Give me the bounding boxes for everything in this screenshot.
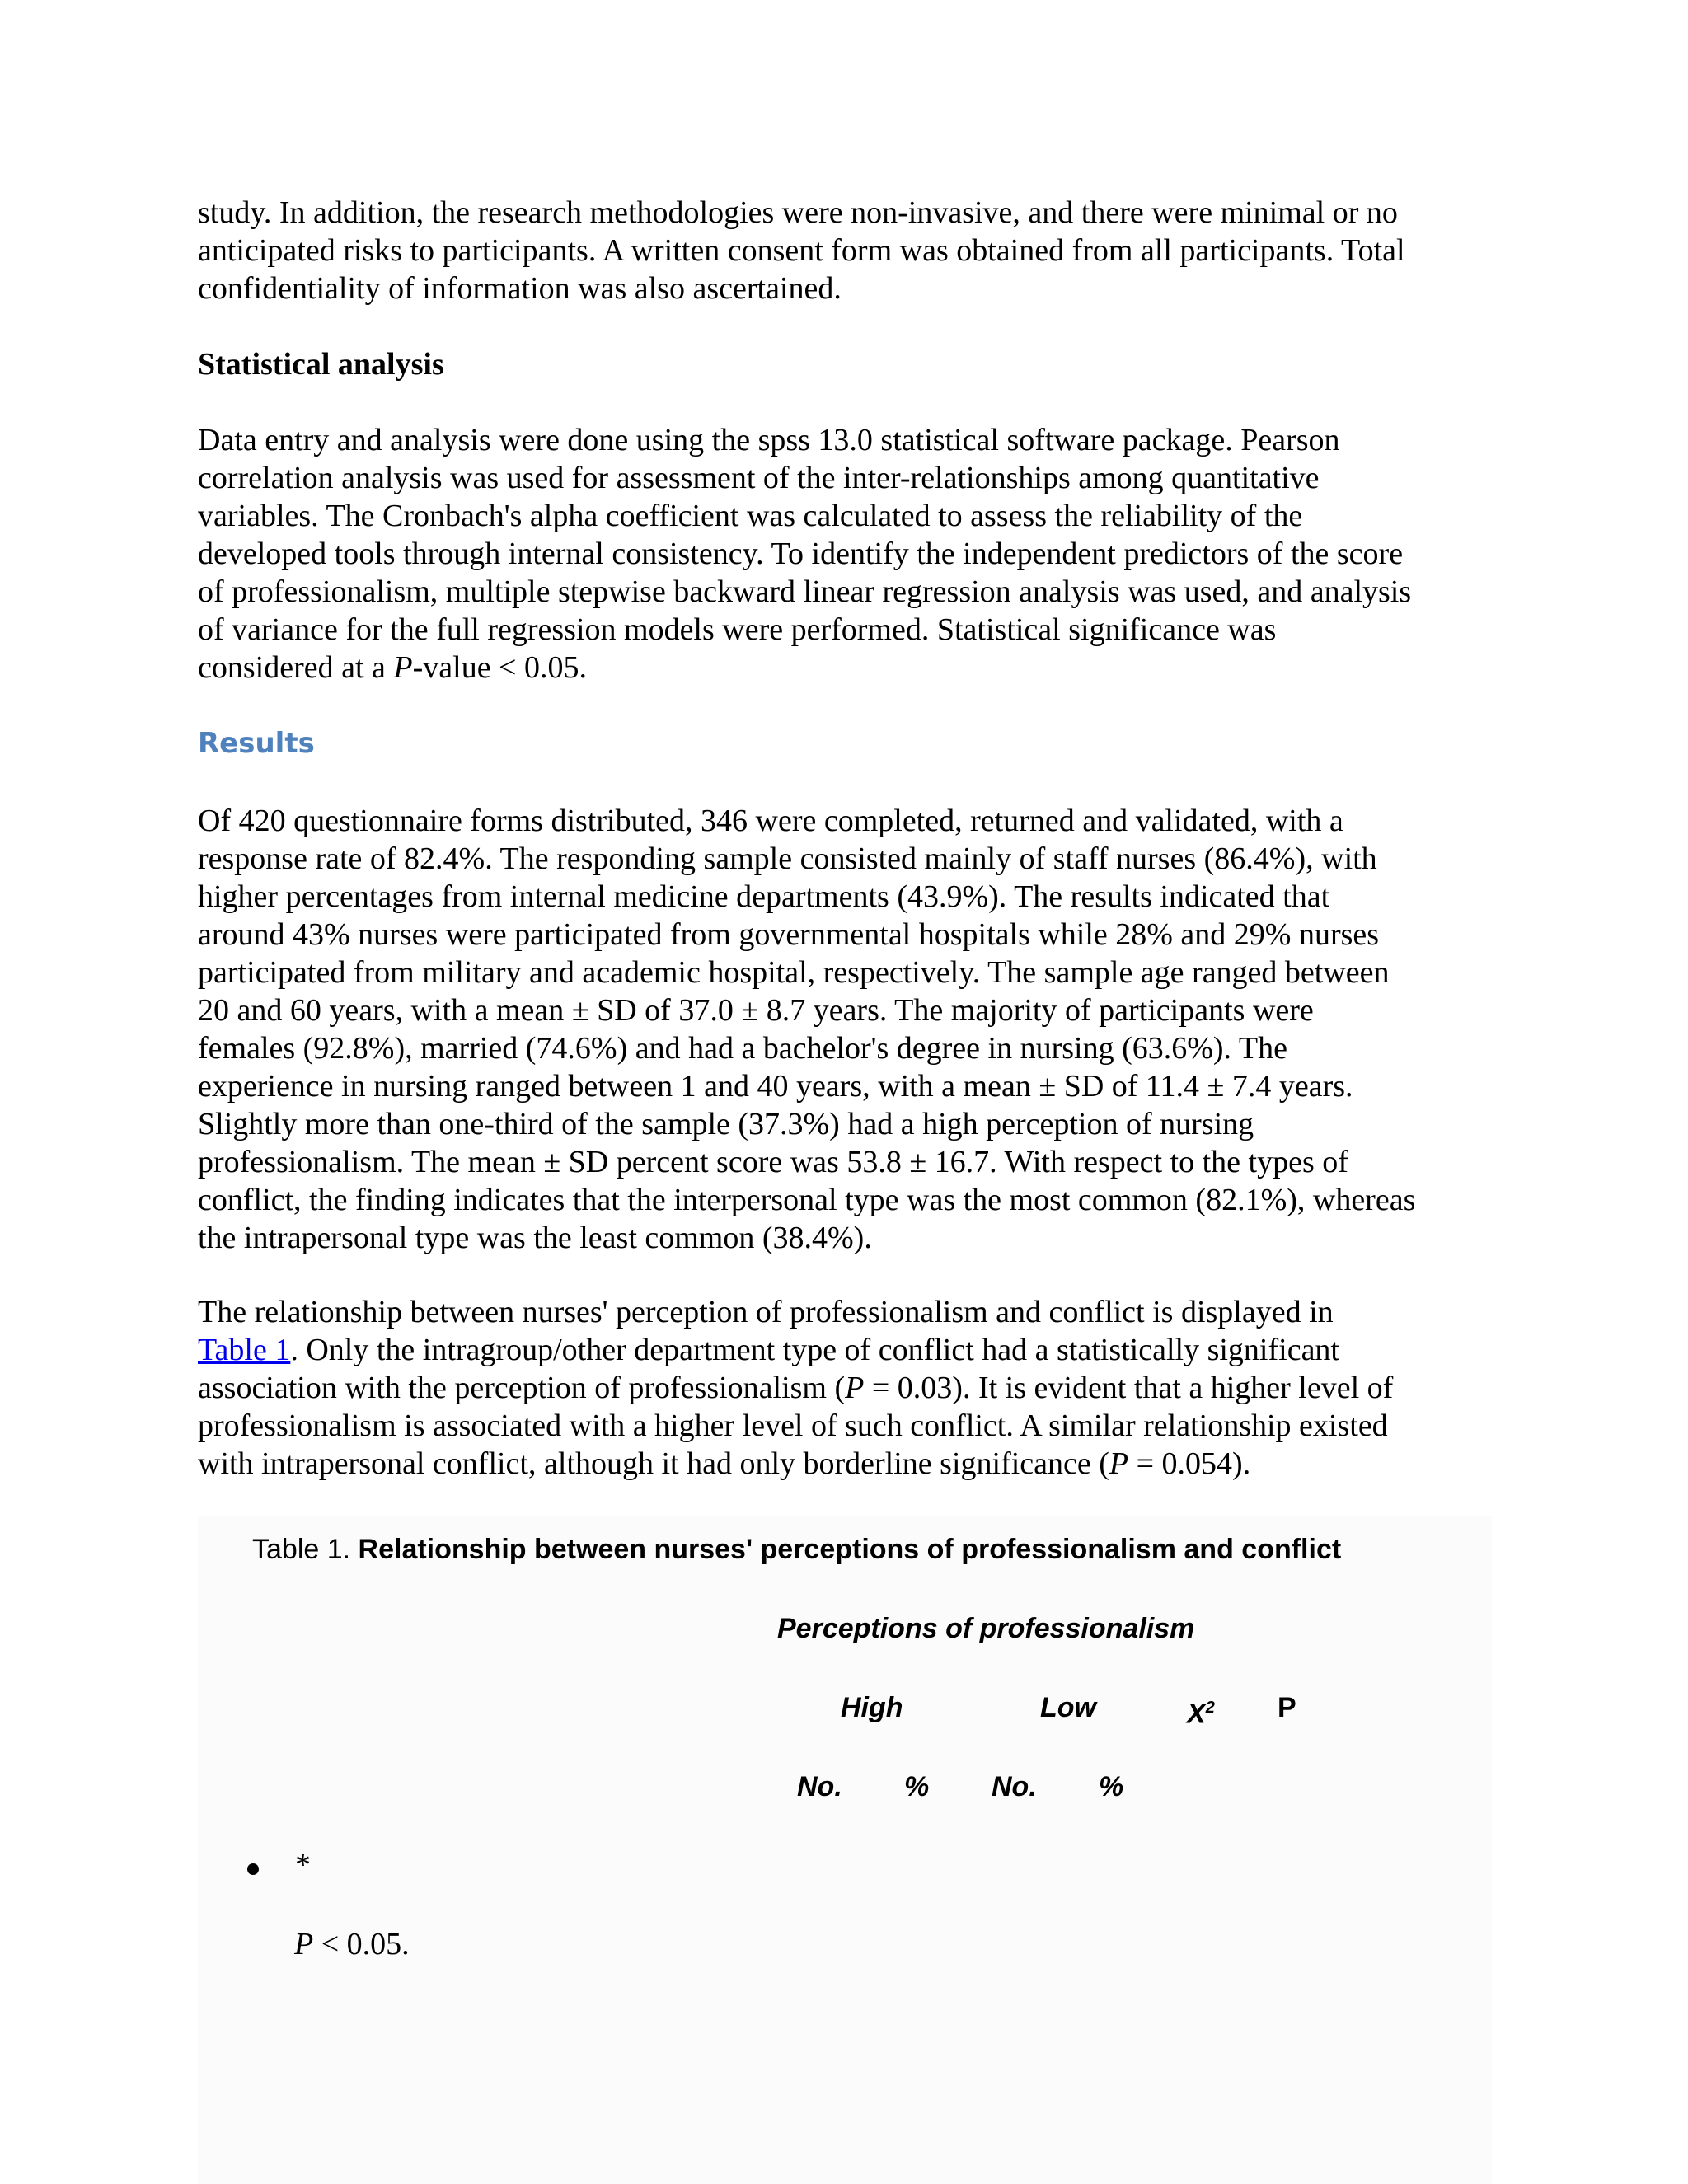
text-line: Table 1. Only the intragroup/other department type of conflict had a statistically significant bbox=[198, 1333, 1339, 1367]
text-line: Slightly more than one-third of the sample (37.3%) had a high perception of nursing bbox=[198, 1107, 1254, 1141]
text-line: association with the perception of professionalism (P = 0.03). It is evident that a higher level of bbox=[198, 1371, 1394, 1405]
text-line: professionalism. The mean ± SD percent score was 53.8 ± 16.7. With respect to the types of bbox=[198, 1145, 1348, 1179]
text-line: around 43% nurses were participated from governmental hospitals while 28% and 29% nurses bbox=[198, 917, 1380, 952]
text-line: with intrapersonal conflict, although it had only borderline significance (P = 0.054). bbox=[198, 1446, 1251, 1481]
subheader-no-low: No. bbox=[992, 1771, 1037, 1802]
text-line: participated from military and academic hospital, respectively. The sample age ranged between bbox=[198, 955, 1390, 990]
text-line: anticipated risks to participants. A written consent form was obtained from all participants. Total bbox=[198, 233, 1405, 268]
text-line: correlation analysis was used for assessment of the inter-relationships among quantitative bbox=[198, 461, 1320, 495]
table-1-panel bbox=[198, 1516, 1492, 2184]
text-line: The relationship between nurses' perception of professionalism and conflict is displayed in bbox=[198, 1295, 1334, 1329]
col-header-p: P bbox=[1278, 1692, 1296, 1723]
text-line: of professionalism, multiple stepwise backward linear regression analysis was used, and analysis bbox=[198, 574, 1412, 609]
text-line: Of 420 questionnaire forms distributed, 346 were completed, returned and validated, with a bbox=[198, 804, 1343, 838]
footnote-text: P < 0.05. bbox=[294, 1927, 410, 1961]
section-heading-statistical-analysis: Statistical analysis bbox=[198, 347, 444, 382]
paragraph-ethics bbox=[198, 194, 1484, 307]
table-1-link[interactable]: Table 1 bbox=[198, 1333, 291, 1367]
text-line: study. In addition, the research methodologies were non-invasive, and there were minimal or no bbox=[198, 195, 1398, 230]
text-line: 20 and 60 years, with a mean ± SD of 37.0 ± 8.7 years. The majority of participants were bbox=[198, 993, 1314, 1028]
text-line: the intrapersonal type was the least common (38.4%). bbox=[198, 1221, 872, 1255]
table-caption: Table 1. Relationship between nurses' perceptions of professionalism and conflict bbox=[252, 1534, 1342, 1565]
subheader-no-high: No. bbox=[797, 1771, 842, 1802]
text-line: higher percentages from internal medicine departments (43.9%). The results indicated that bbox=[198, 879, 1330, 914]
text-line: variables. The Cronbach's alpha coefficient was calculated to assess the reliability of the bbox=[198, 499, 1303, 533]
text-line: experience in nursing ranged between 1 and 40 years, with a mean ± SD of 11.4 ± 7.4 years. bbox=[198, 1069, 1353, 1104]
subheader-pct-low: % bbox=[1099, 1771, 1124, 1802]
table-group-header: Perceptions of professionalism bbox=[777, 1613, 1195, 1644]
paragraph-statistical-analysis bbox=[198, 421, 1484, 687]
text-line: developed tools through internal consistency. To identify the independent predictors of the score bbox=[198, 537, 1404, 571]
col-header-chi-square: $X^2$ bbox=[1187, 1698, 1215, 1730]
col-header-high: High bbox=[841, 1692, 903, 1723]
text-line: professionalism is associated with a higher level of such conflict. A similar relationship existed bbox=[198, 1408, 1388, 1443]
text-line: Data entry and analysis were done using the spss 13.0 statistical software package. Pearson bbox=[198, 423, 1340, 457]
text-line: conflict, the finding indicates that the interpersonal type was the most common (82.1%), whereas bbox=[198, 1183, 1416, 1217]
paragraph-relationship bbox=[198, 1293, 1484, 1483]
text-line: considered at a P-value < 0.05. bbox=[198, 650, 587, 685]
text-line: confidentiality of information was also ascertained. bbox=[198, 271, 842, 306]
text-line: of variance for the full regression models were performed. Statistical significance was bbox=[198, 612, 1277, 647]
text-line: females (92.8%), married (74.6%) and had a bachelor's degree in nursing (63.6%). The bbox=[198, 1031, 1287, 1066]
subheader-pct-high: % bbox=[904, 1771, 930, 1802]
paragraph-results bbox=[198, 802, 1484, 1257]
footnote-mark: * bbox=[295, 1848, 311, 1882]
text-line: response rate of 82.4%. The responding sample consisted mainly of staff nurses (86.4%), with bbox=[198, 841, 1377, 876]
footnote-bullet-icon bbox=[247, 1863, 259, 1875]
section-heading-results: Results bbox=[198, 727, 315, 760]
col-header-low: Low bbox=[1040, 1692, 1096, 1723]
